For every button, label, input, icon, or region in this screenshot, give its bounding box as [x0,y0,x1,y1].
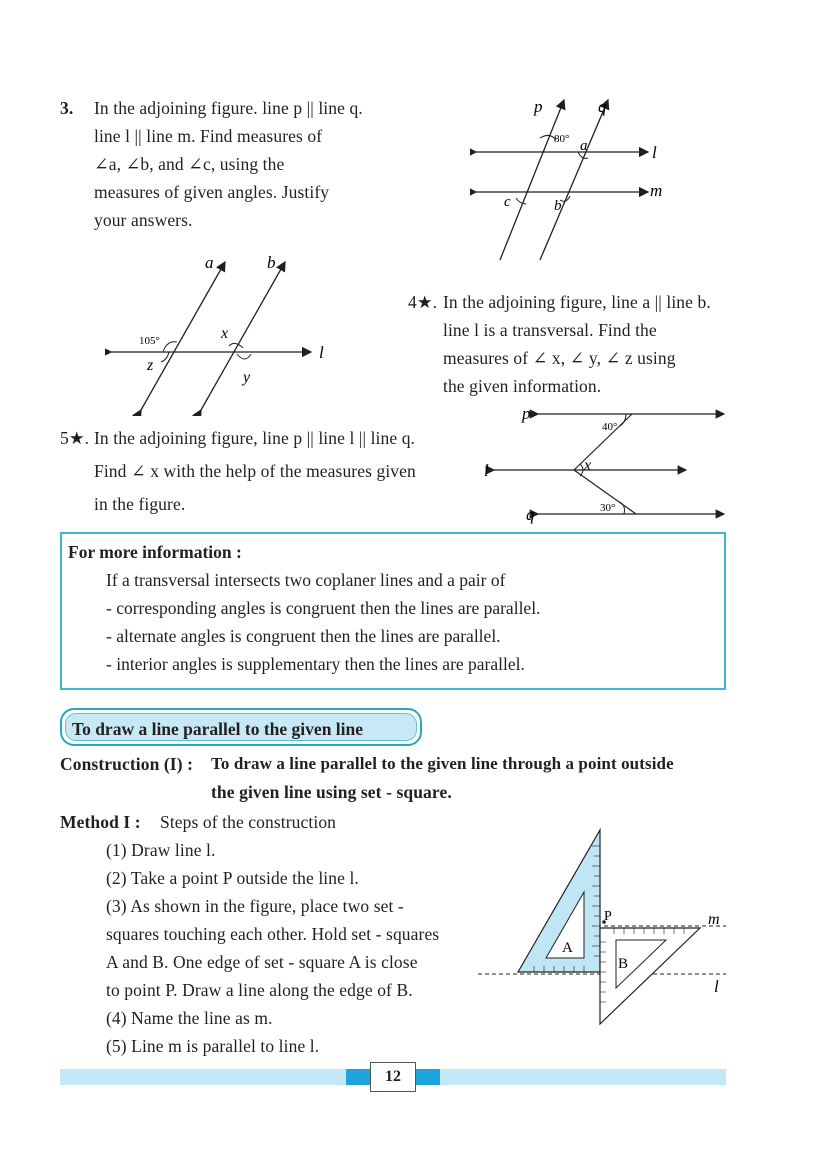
step-3c: A and B. One edge of set - square A is close [106,952,418,972]
info-line-4: - interior angles is supplementary then the lines are parallel. [106,654,525,674]
step-1: (1) Draw line l. [106,840,216,860]
svg-text:b: b [554,198,562,214]
svg-text:p: p [534,97,543,116]
svg-text:a: a [205,253,214,272]
question-3-line-3: ∠a, ∠b, and ∠c, using the [94,154,285,174]
svg-text:l: l [484,461,489,480]
svg-text:40°: 40° [602,421,618,433]
question-4-line-1: In the adjoining figure, line a || line b. [443,292,711,312]
svg-text:P: P [604,909,612,924]
svg-text:l: l [652,143,657,162]
step-3a: (3) As shown in the figure, place two set - [106,896,404,916]
info-line-3: - alternate angles is congruent then the lines are parallel. [106,626,501,646]
step-2: (2) Take a point P outside the line l. [106,868,359,888]
info-box [60,532,726,690]
line-b [201,262,285,410]
question-5-line-1: In the adjoining figure, line p || line l || line q. [94,428,416,448]
svg-text:m: m [650,181,663,200]
svg-text:x: x [221,325,229,342]
line-q [540,100,608,260]
svg-text:b: b [267,253,276,272]
svg-text:p: p [522,404,531,423]
svg-text:l: l [714,977,719,996]
page-number: 12 [370,1062,416,1092]
step-3b: squares touching each other. Hold set - squares [106,924,440,944]
method-intro: Steps of the construction [160,812,337,832]
svg-text:y: y [243,369,251,386]
step-3d: to point P. Draw a line along the edge of B. [106,980,413,1000]
question-3-number: 3. [60,98,74,118]
svg-text:30°: 30° [600,502,616,514]
question-5-line-2: Find ∠ x with the help of the measures given [94,461,416,481]
info-title: For more information : [68,542,242,562]
question-3-figure [470,92,680,264]
svg-text:a: a [580,138,588,154]
svg-text:m: m [708,911,720,928]
question-3-line-4: measures of given angles. Justify [94,182,330,202]
question-5-line-3: in the figure. [94,494,186,514]
footer-accent-left [346,1069,370,1085]
info-line-1: If a transversal intersects two coplaner lines and a pair of [106,570,506,590]
question-3-line-5: your answers. [94,210,193,230]
question-5-number: 5★. [60,428,90,448]
method-label: Method I : [60,812,141,832]
section-heading [60,708,422,746]
line-p [500,100,564,260]
question-4-line-4: the given information. [443,376,602,396]
question-4-number: 4★. [408,292,438,312]
question-4-figure [105,250,345,416]
set-square-figure [474,826,730,1026]
construction-line-2: the given line using set - square. [211,782,452,802]
svg-text:l: l [319,343,324,362]
question-5-figure [480,402,730,528]
question-4-line-2: line l is a transversal. Find the [443,320,657,340]
svg-text:x: x [584,457,592,474]
svg-text:q: q [526,505,535,524]
question-3-line-1: In the adjoining figure. line p || line q. [94,98,363,118]
construction-label: Construction (I) : [60,754,194,774]
construction-line-1: To draw a line parallel to the given line through a point outside [211,754,674,773]
step-5: (5) Line m is parallel to line l. [106,1036,320,1056]
svg-text:q: q [598,97,607,116]
step-4: (4) Name the line as m. [106,1008,273,1028]
svg-text:B: B [618,956,629,972]
svg-text:z: z [147,357,154,374]
svg-text:105°: 105° [139,335,160,347]
footer-accent-right [416,1069,440,1085]
question-3-line-2: line l || line m. Find measures of [94,126,323,146]
section-heading-text: To draw a line parallel to the given line [65,713,417,741]
svg-text:80°: 80° [554,133,570,145]
svg-text:A: A [562,940,573,956]
question-4-line-3: measures of ∠ x, ∠ y, ∠ z using [443,348,676,368]
info-line-2: - corresponding angles is congruent then the lines are parallel. [106,598,541,618]
svg-text:c: c [504,194,511,210]
